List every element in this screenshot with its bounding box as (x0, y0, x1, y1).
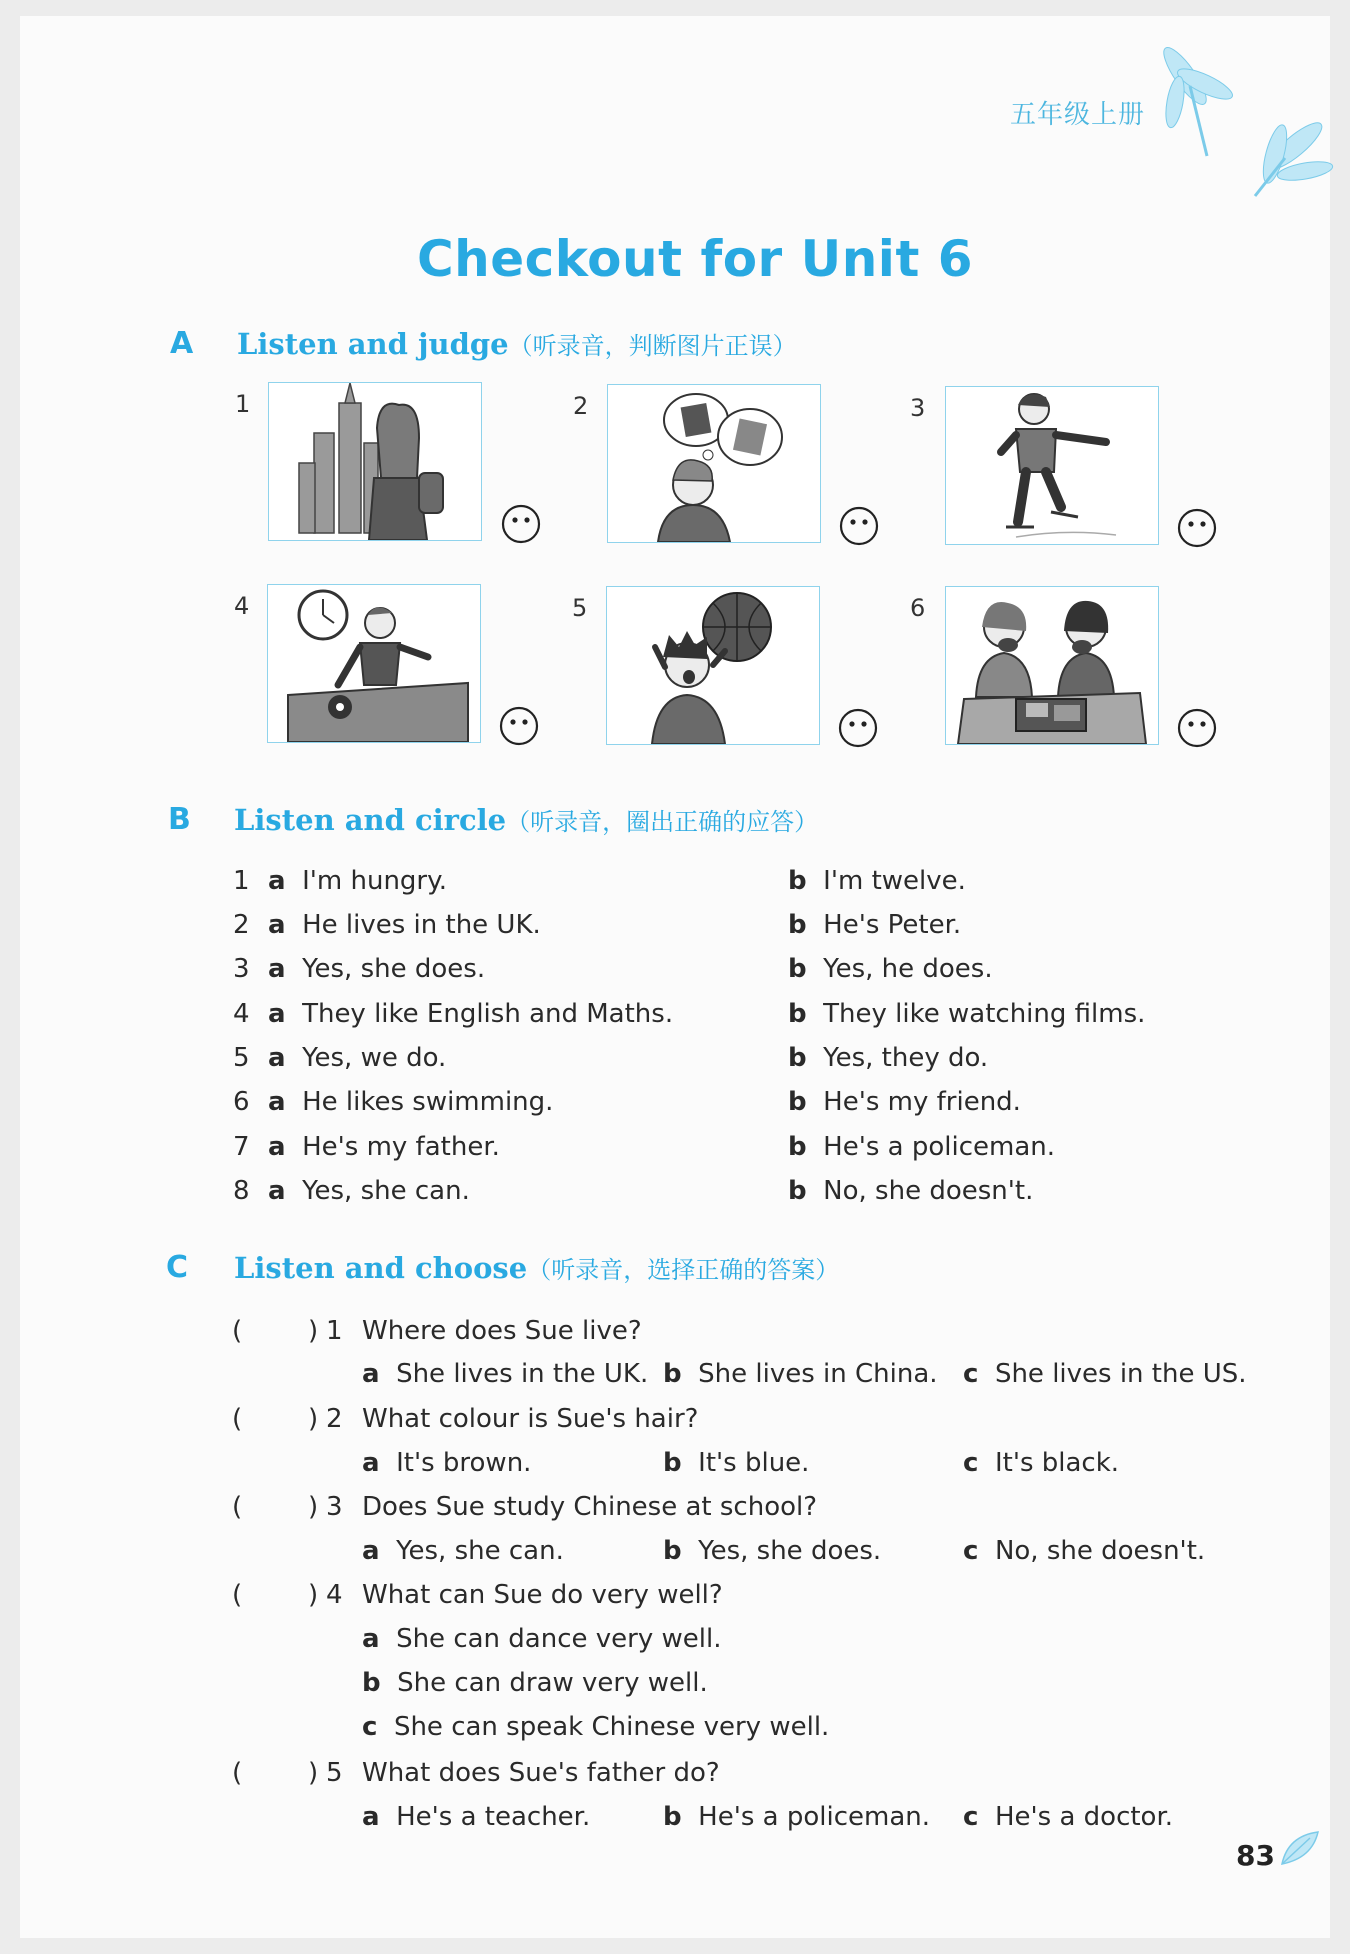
section-b-letter: B (168, 802, 191, 837)
option-a[interactable] (362, 1448, 531, 1478)
option-text: He's Peter. (823, 910, 962, 940)
option-b[interactable] (663, 1448, 809, 1478)
option-text: He lives in the UK. (302, 910, 541, 940)
boy-basketball-icon (607, 587, 819, 744)
option-text: It's brown. (396, 1448, 532, 1478)
page-title: Checkout for Unit 6 (416, 230, 974, 288)
item-number: 4 (233, 999, 250, 1029)
option-text: No, she doesn't. (823, 1176, 1034, 1206)
option-letter: c (362, 1712, 378, 1742)
option-text: It's blue. (698, 1448, 810, 1478)
woman-city-icon (269, 383, 481, 540)
section-c-title-cn: （听录音，选择正确的答案） (527, 1256, 840, 1284)
option-a[interactable] (268, 999, 673, 1029)
option-letter: b (788, 1087, 807, 1117)
section-a-letter: A (170, 326, 194, 361)
option-letter: a (362, 1359, 380, 1389)
option-b[interactable] (788, 999, 1145, 1029)
option-letter: b (788, 1132, 807, 1162)
item-number: 6 (233, 1087, 250, 1117)
option-letter: c (963, 1802, 979, 1832)
section-c-title (234, 1250, 839, 1285)
item-number: 5 (233, 1043, 250, 1073)
question-number: 5 (326, 1758, 343, 1788)
option-text: Yes, he does. (823, 954, 993, 984)
option-b[interactable] (788, 910, 961, 940)
picture-number: 5 (572, 594, 588, 622)
option-a[interactable] (268, 910, 541, 940)
boy-thinking-icon (608, 385, 820, 542)
option-b[interactable] (788, 1176, 1033, 1206)
item-number: 7 (233, 1132, 250, 1162)
option-c[interactable] (362, 1712, 829, 1742)
option-letter: b (788, 1176, 807, 1206)
option-text: No, she doesn't. (994, 1536, 1206, 1566)
picture-number: 4 (234, 592, 250, 620)
option-a[interactable] (362, 1536, 564, 1566)
grade-label: 五年级上册 (1010, 100, 1146, 130)
question-number: 2 (326, 1404, 343, 1434)
option-b[interactable] (788, 1132, 1055, 1162)
option-c[interactable] (963, 1359, 1247, 1389)
question-number: 4 (326, 1580, 343, 1610)
option-a[interactable] (268, 1043, 446, 1073)
option-letter: b (788, 999, 807, 1029)
question-number: 1 (326, 1316, 343, 1346)
list-item (233, 1087, 250, 1117)
option-text: He's a doctor. (994, 1802, 1174, 1832)
picture-number: 6 (910, 594, 926, 622)
page-number: 83 (1236, 1839, 1275, 1872)
question-text: Where does Sue live? (362, 1316, 642, 1346)
option-letter: a (268, 999, 286, 1029)
option-letter: a (362, 1536, 380, 1566)
option-text: Yes, she does. (698, 1536, 882, 1566)
answer-bracket-open[interactable]: ( (232, 1316, 243, 1346)
workbook-page (20, 16, 1330, 1938)
item-number: 3 (233, 954, 250, 984)
option-text: She can draw very well. (397, 1668, 708, 1698)
option-b[interactable] (788, 866, 966, 896)
section-a-title (237, 326, 797, 361)
option-letter: b (663, 1448, 682, 1478)
answer-bracket-close: ) (308, 1404, 319, 1434)
picture-2 (607, 384, 821, 543)
option-text: He likes swimming. (302, 1087, 554, 1117)
section-a-title-en: Listen and judge (237, 327, 509, 361)
section-b-title-cn: （听录音，圈出正确的应答） (506, 808, 819, 836)
option-text: I'm hungry. (302, 866, 448, 896)
question-text: What does Sue's father do? (362, 1758, 720, 1788)
option-letter: b (788, 954, 807, 984)
option-letter: b (663, 1359, 682, 1389)
list-item (233, 910, 250, 940)
option-letter: c (963, 1359, 979, 1389)
option-text: He's a policeman. (698, 1802, 931, 1832)
option-a[interactable] (362, 1624, 721, 1654)
question-text: What colour is Sue's hair? (362, 1404, 699, 1434)
section-a-title-cn: （听录音，判断图片正误） (508, 332, 797, 360)
smiley-face-icon[interactable] (838, 708, 878, 748)
picture-number: 2 (573, 392, 589, 420)
picture-number: 1 (235, 390, 251, 418)
option-letter: c (963, 1536, 979, 1566)
option-letter: b (362, 1668, 381, 1698)
option-a[interactable] (268, 1176, 470, 1206)
option-b[interactable] (788, 954, 993, 984)
section-b-title-en: Listen and circle (234, 803, 507, 837)
option-letter: a (268, 1087, 286, 1117)
answer-bracket-open[interactable]: ( (232, 1404, 243, 1434)
option-letter: a (362, 1624, 380, 1654)
option-letter: a (268, 1043, 286, 1073)
option-text: Yes, we do. (302, 1043, 447, 1073)
option-text: Yes, they do. (823, 1043, 989, 1073)
option-text: She can speak Chinese very well. (393, 1712, 830, 1742)
item-number: 8 (233, 1176, 250, 1206)
picture-6 (945, 586, 1159, 745)
section-c-title-en: Listen and choose (234, 1251, 528, 1285)
option-c[interactable] (963, 1448, 1119, 1478)
option-letter: a (362, 1448, 380, 1478)
option-text: She lives in the UK. (396, 1359, 649, 1389)
option-b[interactable] (663, 1359, 938, 1389)
option-text: He's my friend. (823, 1087, 1021, 1117)
option-letter: a (268, 1176, 286, 1206)
option-text: He's a teacher. (396, 1802, 591, 1832)
list-item (233, 954, 250, 984)
option-text: He's my father. (302, 1132, 500, 1162)
answer-bracket-open[interactable]: ( (232, 1758, 243, 1788)
option-b[interactable] (362, 1668, 708, 1698)
option-b[interactable] (663, 1536, 881, 1566)
option-text: She can dance very well. (396, 1624, 722, 1654)
list-item (233, 1132, 250, 1162)
option-text: Yes, she can. (302, 1176, 470, 1206)
answer-bracket-open[interactable]: ( (232, 1580, 243, 1610)
list-item (233, 999, 250, 1029)
list-item (233, 1176, 250, 1206)
answer-bracket-close: ) (308, 1316, 319, 1346)
picture-1 (268, 382, 482, 541)
smiley-face-icon[interactable] (499, 706, 539, 746)
answer-bracket-open[interactable]: ( (232, 1492, 243, 1522)
option-letter: b (788, 910, 807, 940)
option-a[interactable] (268, 866, 447, 896)
item-number: 1 (233, 866, 250, 896)
question-text: What can Sue do very well? (362, 1580, 723, 1610)
option-text: They like English and Maths. (302, 999, 674, 1029)
section-b-title (234, 802, 818, 837)
option-letter: a (268, 866, 286, 896)
answer-bracket-close: ) (308, 1580, 319, 1610)
smiley-face-icon[interactable] (501, 504, 541, 544)
option-a[interactable] (362, 1359, 648, 1389)
option-text: I'm twelve. (823, 866, 966, 896)
option-letter: a (268, 910, 286, 940)
option-letter: b (788, 866, 807, 896)
leaf-icon (1278, 1828, 1322, 1868)
picture-4 (267, 584, 481, 743)
option-b[interactable] (788, 1087, 1021, 1117)
option-text: He's a policeman. (823, 1132, 1056, 1162)
smiley-face-icon[interactable] (1177, 708, 1217, 748)
smiley-face-icon[interactable] (1177, 508, 1217, 548)
question-number: 3 (326, 1492, 343, 1522)
picture-3 (945, 386, 1159, 545)
option-a[interactable] (268, 1087, 553, 1117)
picture-number: 3 (910, 394, 926, 422)
option-a[interactable] (268, 954, 485, 984)
list-item (233, 1043, 250, 1073)
option-c[interactable] (963, 1802, 1173, 1832)
option-text: Yes, she does. (302, 954, 486, 984)
item-number: 2 (233, 910, 250, 940)
option-text: It's black. (994, 1448, 1120, 1478)
option-letter: b (663, 1802, 682, 1832)
option-text: She lives in China. (698, 1359, 938, 1389)
option-b[interactable] (663, 1802, 930, 1832)
option-letter: c (963, 1448, 979, 1478)
man-table-tennis-icon (268, 585, 480, 742)
option-letter: a (268, 1132, 286, 1162)
option-letter: a (268, 954, 286, 984)
list-item (233, 866, 250, 896)
option-letter: a (362, 1802, 380, 1832)
option-text: Yes, she can. (396, 1536, 564, 1566)
section-c-letter: C (166, 1250, 189, 1285)
option-c[interactable] (963, 1536, 1205, 1566)
dragonfly-icon (1145, 36, 1345, 216)
answer-bracket-close: ) (308, 1492, 319, 1522)
answer-bracket-close: ) (308, 1758, 319, 1788)
girl-skating-icon (946, 387, 1158, 544)
option-text: She lives in the US. (994, 1359, 1247, 1389)
option-letter: b (663, 1536, 682, 1566)
smiley-face-icon[interactable] (839, 506, 879, 546)
option-a[interactable] (268, 1132, 500, 1162)
option-letter: b (788, 1043, 807, 1073)
option-text: They like watching films. (823, 999, 1146, 1029)
girls-eating-icon (946, 587, 1158, 744)
picture-5 (606, 586, 820, 745)
question-text: Does Sue study Chinese at school? (362, 1492, 818, 1522)
option-b[interactable] (788, 1043, 988, 1073)
option-a[interactable] (362, 1802, 590, 1832)
